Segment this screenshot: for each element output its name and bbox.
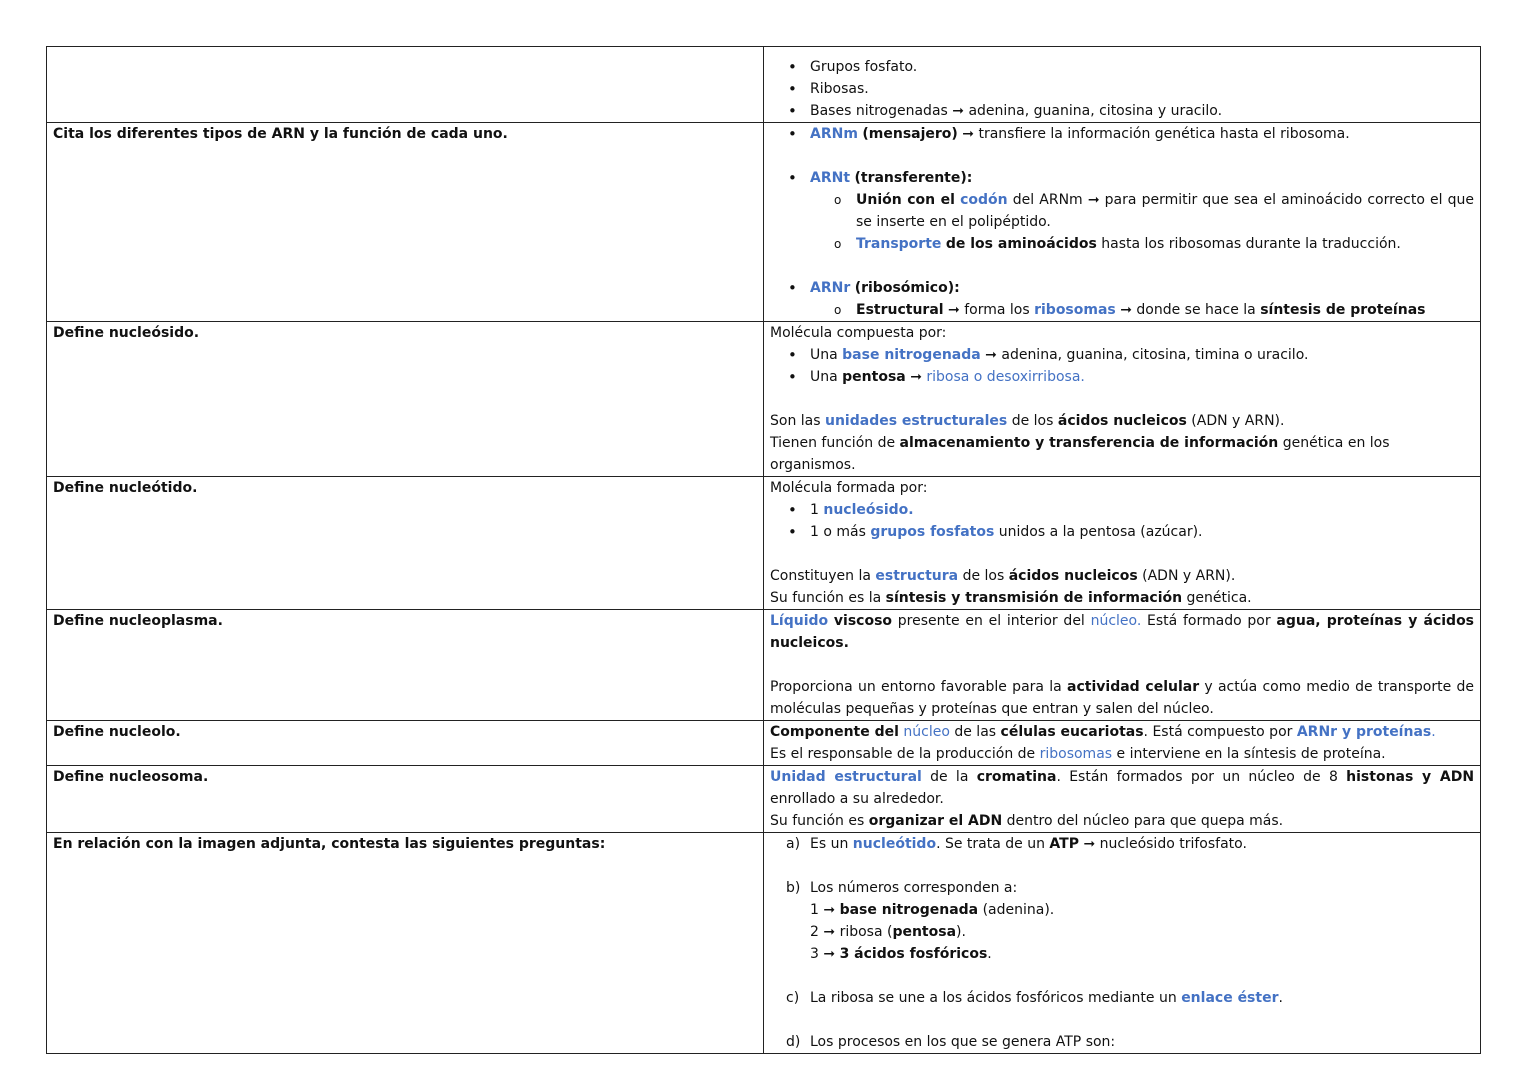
list-item: b) Los números corresponden a: 1 ➞ base nitrogenada (adenina). 2 ➞ ribosa (pentosa). 3 ➞ 3 ácidos fosfóricos. <box>810 877 1474 965</box>
answer-list <box>770 833 1474 1053</box>
answer-cell: Molécula formada por: • 1 nucleósido. • 1 o más grupos fosfatos unidos a la pentosa (azúcar). Constituyen la estructura de los ácidos nucleicos (ADN y ARN). Su función es la síntesis y transmisión de información genética. <box>764 477 1481 610</box>
arrow-icon: ➞ <box>823 902 836 918</box>
list-item: • ARNt (transferente): o Unión con el codón del ARNm ➞ para permitir que sea el aminoácido correcto el que se inserte en el polipéptido. o Transporte de los aminoácidos hasta los ribosomas durante la traducción. <box>810 167 1474 255</box>
paragraph: Su función es organizar el ADN dentro del núcleo para que quepa más. <box>770 813 1284 829</box>
list-item: • Grupos fosfato. <box>810 56 1474 78</box>
question-cell: Define nucleótido. <box>47 477 764 610</box>
answer-cell <box>764 721 1481 766</box>
question-cell: Cita los diferentes tipos de ARN y la función de cada uno. <box>47 123 764 322</box>
sub-list <box>810 299 1474 321</box>
answer-cell <box>764 47 1481 123</box>
arrow-icon: ➞ <box>823 946 836 962</box>
arrow-icon: ➞ <box>1120 302 1132 318</box>
table-row <box>47 833 1481 1054</box>
question-cell: Define nucleósido. <box>47 322 764 477</box>
list-item: o Estructural ➞ forma los ribosomas ➞ donde se hace la síntesis de proteínas <box>856 299 1474 321</box>
table-row <box>47 721 1481 766</box>
arrow-icon: ➞ <box>1087 192 1100 208</box>
list-item: c) La ribosa se une a los ácidos fosfóricos mediante un enlace éster. <box>786 990 1283 1006</box>
paragraph: Proporciona un entorno favorable para la actividad celular y actúa como medio de transporte de moléculas pequeñas y proteínas que entran y salen del núcleo. <box>770 679 1474 717</box>
table-row <box>47 766 1481 833</box>
list-item: • Una base nitrogenada ➞ adenina, guanina, citosina, timina o uracilo. <box>810 344 1474 366</box>
paragraph: Componente del núcleo de las células eucariotas. Está compuesto por ARNr y proteínas. <box>770 724 1436 740</box>
arrow-icon: ➞ <box>948 302 960 318</box>
question-cell: En relación con la imagen adjunta, contesta las siguientes preguntas: <box>47 833 764 1054</box>
table-row <box>47 123 1481 322</box>
question-cell: Define nucleoplasma. <box>47 610 764 721</box>
bullet-list <box>770 277 1474 321</box>
arrow-icon: ➞ <box>952 103 964 119</box>
list-item: d) Los procesos en los que se genera ATP son: <box>786 1034 1116 1050</box>
arrow-icon: ➞ <box>985 347 997 363</box>
number-line: 3 ➞ 3 ácidos fosfóricos. <box>810 946 992 962</box>
answer-cell <box>764 833 1481 1054</box>
answer-cell <box>764 610 1481 721</box>
list-item: • 1 o más grupos fosfatos unidos a la pentosa (azúcar). <box>810 521 1474 543</box>
answer-cell <box>764 766 1481 833</box>
arrow-icon: ➞ <box>962 126 975 142</box>
bullet-list <box>770 56 1474 122</box>
list-item: • Ribosas. <box>810 78 1474 100</box>
arrow-icon: ➞ <box>1083 836 1096 852</box>
study-table <box>46 46 1481 1054</box>
arrow-icon: ➞ <box>910 369 922 385</box>
number-line: 2 ➞ ribosa (pentosa). <box>810 924 966 940</box>
table-row <box>47 47 1481 123</box>
list-item: a) Es un nucleótido. Se trata de un ATP ➞ nucleósido trifosfato. <box>786 836 1247 852</box>
table-row <box>47 610 1481 721</box>
table-row <box>47 322 1481 477</box>
paragraph: Es el responsable de la producción de ribosomas e interviene en la síntesis de proteína. <box>770 746 1386 762</box>
table-row <box>47 477 1481 610</box>
question-cell <box>47 47 764 123</box>
answer-cell <box>764 123 1481 322</box>
question-cell: Define nucleosoma. <box>47 766 764 833</box>
list-item: • ARNm (mensajero) ➞ transfiere la información genética hasta el ribosoma. <box>810 123 1474 145</box>
question-cell: Define nucleolo. <box>47 721 764 766</box>
answer-cell: Molécula compuesta por: • Una base nitrogenada ➞ adenina, guanina, citosina, timina o uracilo. • Una pentosa ➞ ribosa o desoxirribosa. Son las unidades estructurales de los ácidos nucleicos (ADN y ARN). Tienen función de almacenamiento y transferencia de información genética en los organismos. <box>764 322 1481 477</box>
paragraph: Constituyen la estructura de los ácidos nucleicos (ADN y ARN). <box>770 568 1236 584</box>
paragraph: Son las unidades estructurales de los ácidos nucleicos (ADN y ARN). <box>770 413 1285 429</box>
list-item: o Transporte de los aminoácidos hasta los ribosomas durante la traducción. <box>856 233 1474 255</box>
bullet-list <box>770 344 1474 388</box>
paragraph: Su función es la síntesis y transmisión de información genética. <box>770 590 1252 606</box>
list-item: • ARNr (ribosómico): o Estructural ➞ forma los ribosomas ➞ donde se hace la síntesis de proteínas <box>810 277 1474 321</box>
sub-list <box>810 189 1474 255</box>
paragraph: Tienen función de almacenamiento y transferencia de información genética en los organismos. <box>770 435 1390 473</box>
bullet-list <box>770 499 1474 543</box>
bullet-list <box>770 167 1474 255</box>
list-item: • Una pentosa ➞ ribosa o desoxirribosa. <box>810 366 1474 388</box>
list-item: • Bases nitrogenadas ➞ adenina, guanina, citosina y uracilo. <box>810 100 1474 122</box>
paragraph: Líquido viscoso presente en el interior del núcleo. Está formado por agua, proteínas y ácidos nucleicos. <box>770 613 1475 651</box>
list-item: • 1 nucleósido. <box>810 499 1474 521</box>
list-item: o Unión con el codón del ARNm ➞ para permitir que sea el aminoácido correcto el que se inserte en el polipéptido. <box>856 189 1474 233</box>
paragraph: Unidad estructural de la cromatina. Están formados por un núcleo de 8 histonas y ADN enrollado a su alrededor. <box>770 769 1475 807</box>
bullet-list <box>770 123 1474 145</box>
arrow-icon: ➞ <box>823 924 836 940</box>
number-line: 1 ➞ base nitrogenada (adenina). <box>810 902 1055 918</box>
